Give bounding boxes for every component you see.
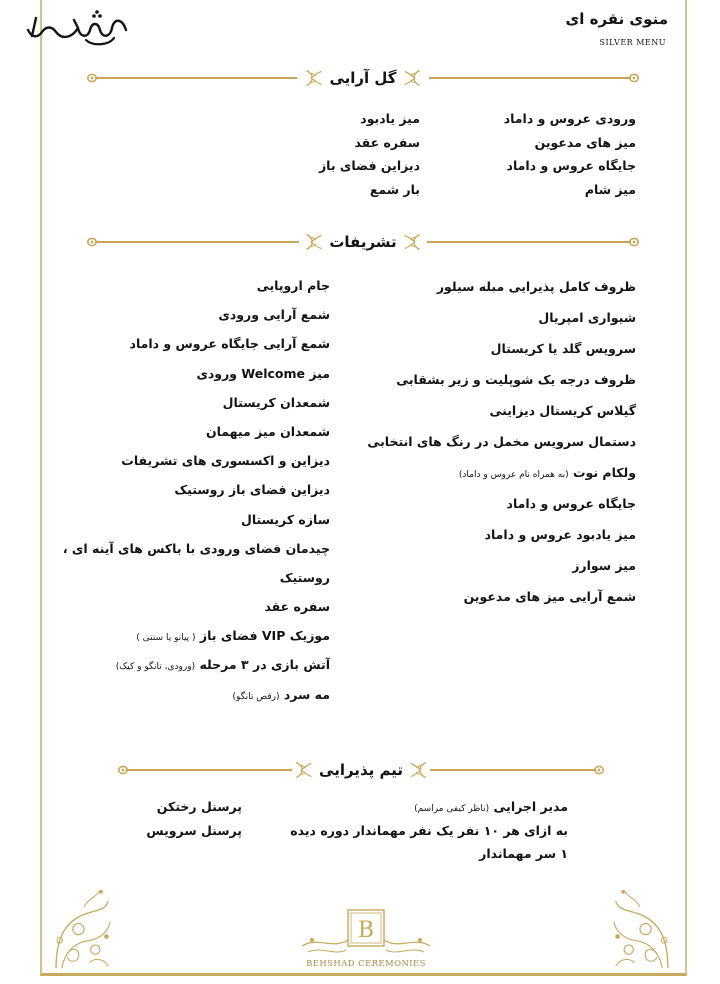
menu-title: منوی نقره ای bbox=[565, 10, 668, 28]
team-right-column bbox=[290, 795, 568, 866]
list-item: میز یادبود bbox=[360, 111, 420, 126]
leaf-ornament-icon bbox=[293, 760, 313, 780]
list-item: مه سرد (رقص تانگو) bbox=[232, 686, 330, 702]
leaf-ornament-icon bbox=[303, 232, 323, 252]
list-item: میز شام bbox=[584, 181, 636, 197]
list-item: چیدمان فضای ورودی با باکس های آینه ای ، bbox=[62, 540, 330, 556]
list-item: بار شمع bbox=[369, 181, 420, 197]
list-item: دیزاین فضای باز روستیک bbox=[174, 482, 330, 498]
leaf-ornament-icon bbox=[303, 68, 323, 88]
corner-ornament-left-icon bbox=[52, 888, 118, 972]
section-title: تیم پذیرایی bbox=[319, 761, 403, 779]
section-divider-flowers bbox=[87, 66, 639, 90]
list-item: دیزاین و اکسسوری های تشریفات bbox=[121, 453, 330, 469]
list-item: گیلاس کریستال دیزاینی bbox=[489, 403, 636, 418]
list-item: پرسنل سرویس bbox=[146, 822, 242, 838]
list-item: میز Welcome ورودی bbox=[196, 365, 330, 381]
item-note: (به همراه نام عروس و داماد) bbox=[458, 470, 569, 480]
list-item: جایگاه عروس و داماد bbox=[506, 158, 636, 173]
list-item: ۱ سر مهماندار bbox=[479, 846, 568, 861]
list-item: ظروف کامل پذیرایی مبله سیلور bbox=[436, 279, 636, 294]
menu-subtitle: SILVER MENU bbox=[599, 38, 666, 47]
leaf-ornament-icon bbox=[409, 760, 429, 780]
section-title: گل آرایی bbox=[329, 69, 397, 87]
section-divider-team bbox=[118, 758, 604, 782]
list-item: موزیک VIP فضای باز ( پیانو یا سنتی ) bbox=[136, 628, 330, 644]
item-note: (ناظر کیفی مراسم) bbox=[414, 804, 490, 814]
list-item: ولکام نوت (به همراه نام عروس و داماد) bbox=[458, 465, 636, 480]
brand-name: BEHSHAD CEREMONIES bbox=[306, 959, 426, 969]
flowers-left-column bbox=[319, 107, 420, 201]
list-item: شمع آرایی ورودی bbox=[218, 307, 330, 323]
list-item: روستیک bbox=[279, 569, 330, 585]
list-item: شمع آرایی جایگاه عروس و داماد bbox=[129, 336, 330, 352]
list-item: دستمال سرویس مخمل در رنگ های انتخابی bbox=[367, 434, 636, 449]
list-item: میز سوارز bbox=[572, 558, 636, 573]
item-note: ( پیانو یا سنتی ) bbox=[136, 633, 196, 644]
section-heading-flowers bbox=[297, 66, 429, 90]
list-item: شیواری امپریال bbox=[538, 310, 636, 325]
list-item: سفره عقد bbox=[354, 134, 420, 150]
list-item: به ازای هر ۱۰ نفر یک نفر مهماندار دوره دیده bbox=[290, 822, 568, 838]
ornament-dot-icon bbox=[629, 73, 639, 83]
list-item: شمعدان میز میهمان bbox=[205, 423, 330, 439]
monogram-letter: B bbox=[357, 918, 375, 943]
list-item: سازه کریستال bbox=[240, 511, 330, 527]
section-title: تشریفات bbox=[329, 233, 397, 251]
section-divider-ceremonies bbox=[87, 230, 639, 254]
list-item: میز های مدعوین bbox=[534, 134, 636, 150]
list-item: میز یادبود عروس و داماد bbox=[484, 527, 636, 542]
section-heading-ceremonies bbox=[299, 230, 427, 254]
ornament-dot-icon bbox=[594, 765, 604, 775]
list-item: دیزاین فضای باز bbox=[318, 158, 420, 173]
behshad-logo-script bbox=[22, 8, 132, 48]
ceremonies-right-column bbox=[367, 271, 636, 612]
list-item: ظروف درجه یک شوپلیت و زیر بشقابی bbox=[396, 372, 636, 387]
list-item: مدیر اجرایی (ناظر کیفی مراسم) bbox=[414, 799, 568, 814]
list-item: ورودی عروس و داماد bbox=[503, 111, 636, 126]
list-item: شمع آرایی میز های مدعوین bbox=[463, 589, 636, 604]
list-item: آتش بازی در ۳ مرحله (ورودی، تانگو و کیک) bbox=[115, 657, 330, 673]
section-heading-team bbox=[292, 758, 430, 782]
team-left-column bbox=[146, 795, 242, 842]
list-item: شمعدان کریستال bbox=[222, 394, 330, 410]
flowers-right-column bbox=[504, 107, 636, 201]
leaf-ornament-icon bbox=[403, 68, 423, 88]
ceremonies-left-column bbox=[63, 271, 330, 709]
corner-ornament-right-icon bbox=[606, 888, 672, 972]
ornament-dot-icon bbox=[629, 237, 639, 247]
item-note: (ورودی، تانگو و کیک) bbox=[115, 662, 196, 673]
list-item: سرویس گلد یا کریستال bbox=[490, 341, 636, 356]
list-item: جایگاه عروس و داماد bbox=[506, 496, 636, 511]
list-item: پرسنل رختکن bbox=[156, 799, 242, 814]
list-item: سفره عقد bbox=[264, 599, 330, 615]
list-item: جام اروپایی bbox=[256, 278, 330, 293]
item-note: (رقص تانگو) bbox=[232, 691, 280, 702]
leaf-ornament-icon bbox=[403, 232, 423, 252]
